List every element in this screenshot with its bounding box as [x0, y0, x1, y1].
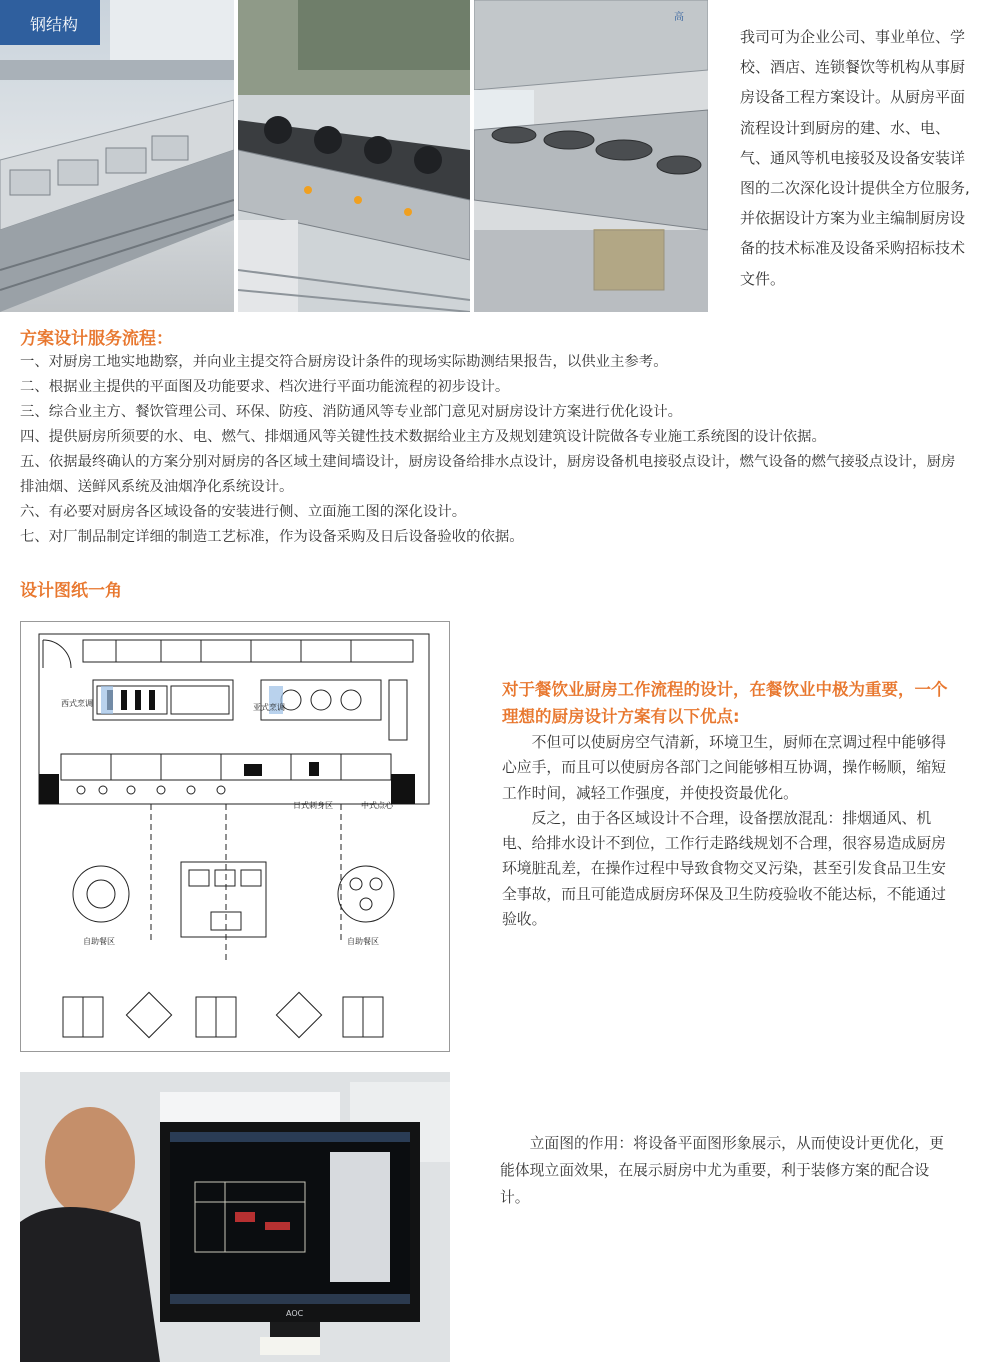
label-buffet-left: 自助餐区	[83, 937, 115, 946]
process-step: 四、提供厨房所须要的水、电、燃气、排烟通风等关键性技术数据给业主方及规划建筑设计院做各专业施工系统图的设计依据。	[20, 429, 826, 445]
process-step: 三、综合业主方、餐饮管理公司、环保、防疫、消防通风等专业部门意见对厨房设计方案进行优化设计。	[20, 404, 682, 420]
elevation-paragraph: 立面图的作用：将设备平面图形象展示，从而使设计更优化，更能体现立面效果，在展示厨房中尤为重要，利于装修方案的配合设计。	[500, 1135, 944, 1206]
elevation-block	[500, 1130, 955, 1211]
shop-sign-text: 钢结构	[30, 15, 79, 34]
label-west-kitchen: 西式烹调	[61, 699, 93, 708]
badge-text: 高	[674, 12, 684, 23]
monitor-brand: AOC	[286, 1309, 304, 1318]
process-steps	[20, 350, 965, 550]
process-step: 二、根据业主提供的平面图及功能要求、档次进行平面功能流程的初步设计。	[20, 379, 510, 395]
process-title: 方案设计服务流程：	[20, 329, 173, 349]
label-buffet-right: 自助餐区	[347, 937, 379, 946]
process-step: 六、有必要对厨房各区域设备的安装进行侧、立面施工图的深化设计。	[20, 504, 467, 520]
photo-gas-range	[238, 0, 470, 312]
label-zone-noodle: 中式点心	[361, 801, 393, 810]
drawings-title: 设计图纸一角	[20, 581, 122, 601]
advantages-paragraph: 不但可以使厨房空气清新，环境卫生，厨师在烹调过程中能够得心应手，而且可以使厨房各部门之间能够相互协调，操作畅顺，缩短工作时间，减轻工作强度，并使投资最优化。	[502, 734, 946, 802]
photo-wok-station	[474, 0, 708, 312]
photo-buffet-counter	[0, 0, 234, 312]
photo-designer-at-monitor	[20, 1072, 450, 1362]
process-step: 五、依据最终确认的方案分别对厨房的各区域土建间墙设计，厨房设备给排水点设计，厨房设备机电接驳点设计，燃气设备的燃气接驳点设计，厨房排油烟、送鲜风系统及油烟净化系统设计。	[20, 454, 956, 495]
advantages-block	[502, 676, 957, 932]
intro-paragraph: 我司可为企业公司、事业单位、学校、酒店、连锁餐饮等机构从事厨房设备工程方案设计。从厨房平面流程设计到厨房的建、水、电、气、通风等机电接驳及设备安装详图的二次深化设计提供全方位服务,并依据设计方案为业主编制厨房设备的技术标准及设备采购招标技术文件。	[740, 28, 970, 288]
process-step: 七、对厂制品制定详细的制造工艺标准，作为设备采购及日后设备验收的依据。	[20, 529, 524, 545]
kitchen-floor-plan	[20, 621, 450, 1052]
process-step: 一、对厨房工地实地勘察，并向业主提交符合厨房设计条件的现场实际勘测结果报告，以供业主参考。	[20, 354, 668, 370]
advantages-heading: 对于餐饮业厨房工作流程的设计，在餐饮业中极为重要，一个理想的厨房设计方案有以下优点:	[502, 680, 948, 726]
label-zone-japanese: 日式刺身区	[293, 801, 333, 810]
advantages-paragraph: 反之，由于各区域设计不合理，设备摆放混乱：排烟通风、机电、给排水设计不到位，工作行走路线规划不合理，很容易造成厨房环境脏乱差，在操作过程中导致食物交叉污染，甚至引发食品卫生安全事故，而且可能造成厨房环保及卫生防疫验收不能达标，不能通过验收。	[502, 809, 946, 929]
label-asian-kitchen: 亚式烹调	[253, 703, 285, 712]
